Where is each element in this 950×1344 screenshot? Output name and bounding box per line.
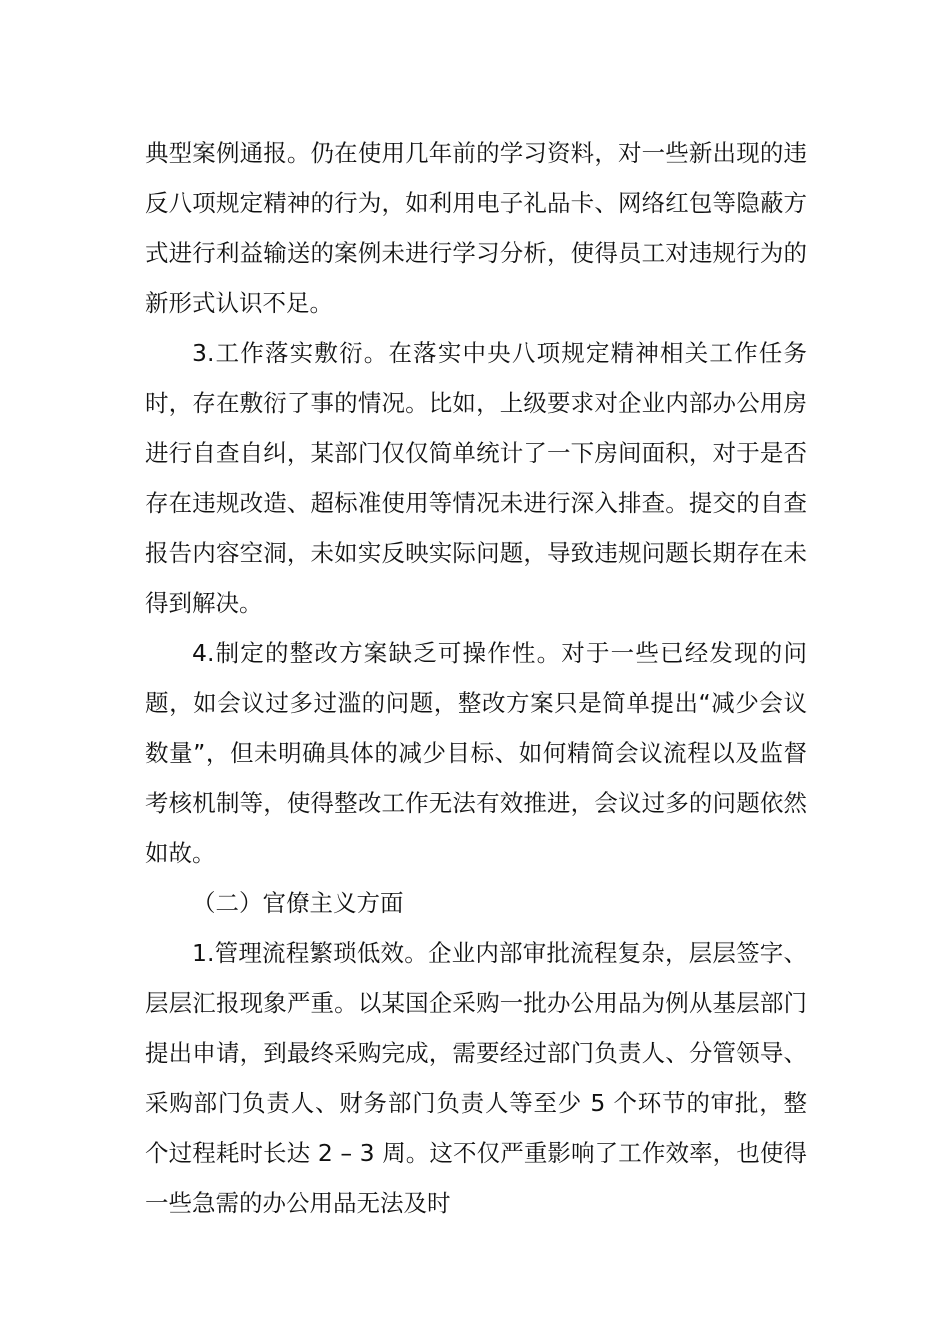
paragraph-item-4-rectification-plan: 4.制定的整改方案缺乏可操作性。对于一些已经发现的问题，如会议过多过滥的问题，整改方案只是简单提出“减少会议数量”，但未明确具体的减少目标、如何精简会议流程以及监督考核机制等，使得整改工作无法有效推进，会议过多的问题依然如故。 <box>145 639 807 867</box>
paragraph-item-3-perfunctory-work: 3.工作落实敷衍。在落实中央八项规定精神相关工作任务时，存在敷衍了事的情况。比如，上级要求对企业内部办公用房进行自查自纠，某部门仅仅简单统计了一下房间面积，对于是否存在违规改造、超标准使用等情况未进行深入排查。提交的自查报告内容空洞，未如实反映实际问题，导致违规问题长期存在未得到解决。 <box>145 339 807 617</box>
document-body <box>145 128 807 1228</box>
section-heading-bureaucratism: （二）官僚主义方面 <box>192 889 404 917</box>
paragraph-item-1-management-process: 1.管理流程繁琐低效。企业内部审批流程复杂，层层签字、层层汇报现象严重。以某国企采购一批办公用品为例从基层部门提出申请，到最终采购完成，需要经过部门负责人、分管领导、采购部门负责人、财务部门负责人等至少 5 个环节的审批，整个过程耗时长达 2 – 3 周。这不仅严重影响了工作效率，也使得一些急需的办公用品无法及时 <box>145 939 807 1217</box>
paragraph-case-study-continuation: 典型案例通报。仍在使用几年前的学习资料，对一些新出现的违反八项规定精神的行为，如利用电子礼品卡、网络红包等隐蔽方式进行利益输送的案例未进行学习分析，使得员工对违规行为的新形式认识不足。 <box>145 139 807 317</box>
